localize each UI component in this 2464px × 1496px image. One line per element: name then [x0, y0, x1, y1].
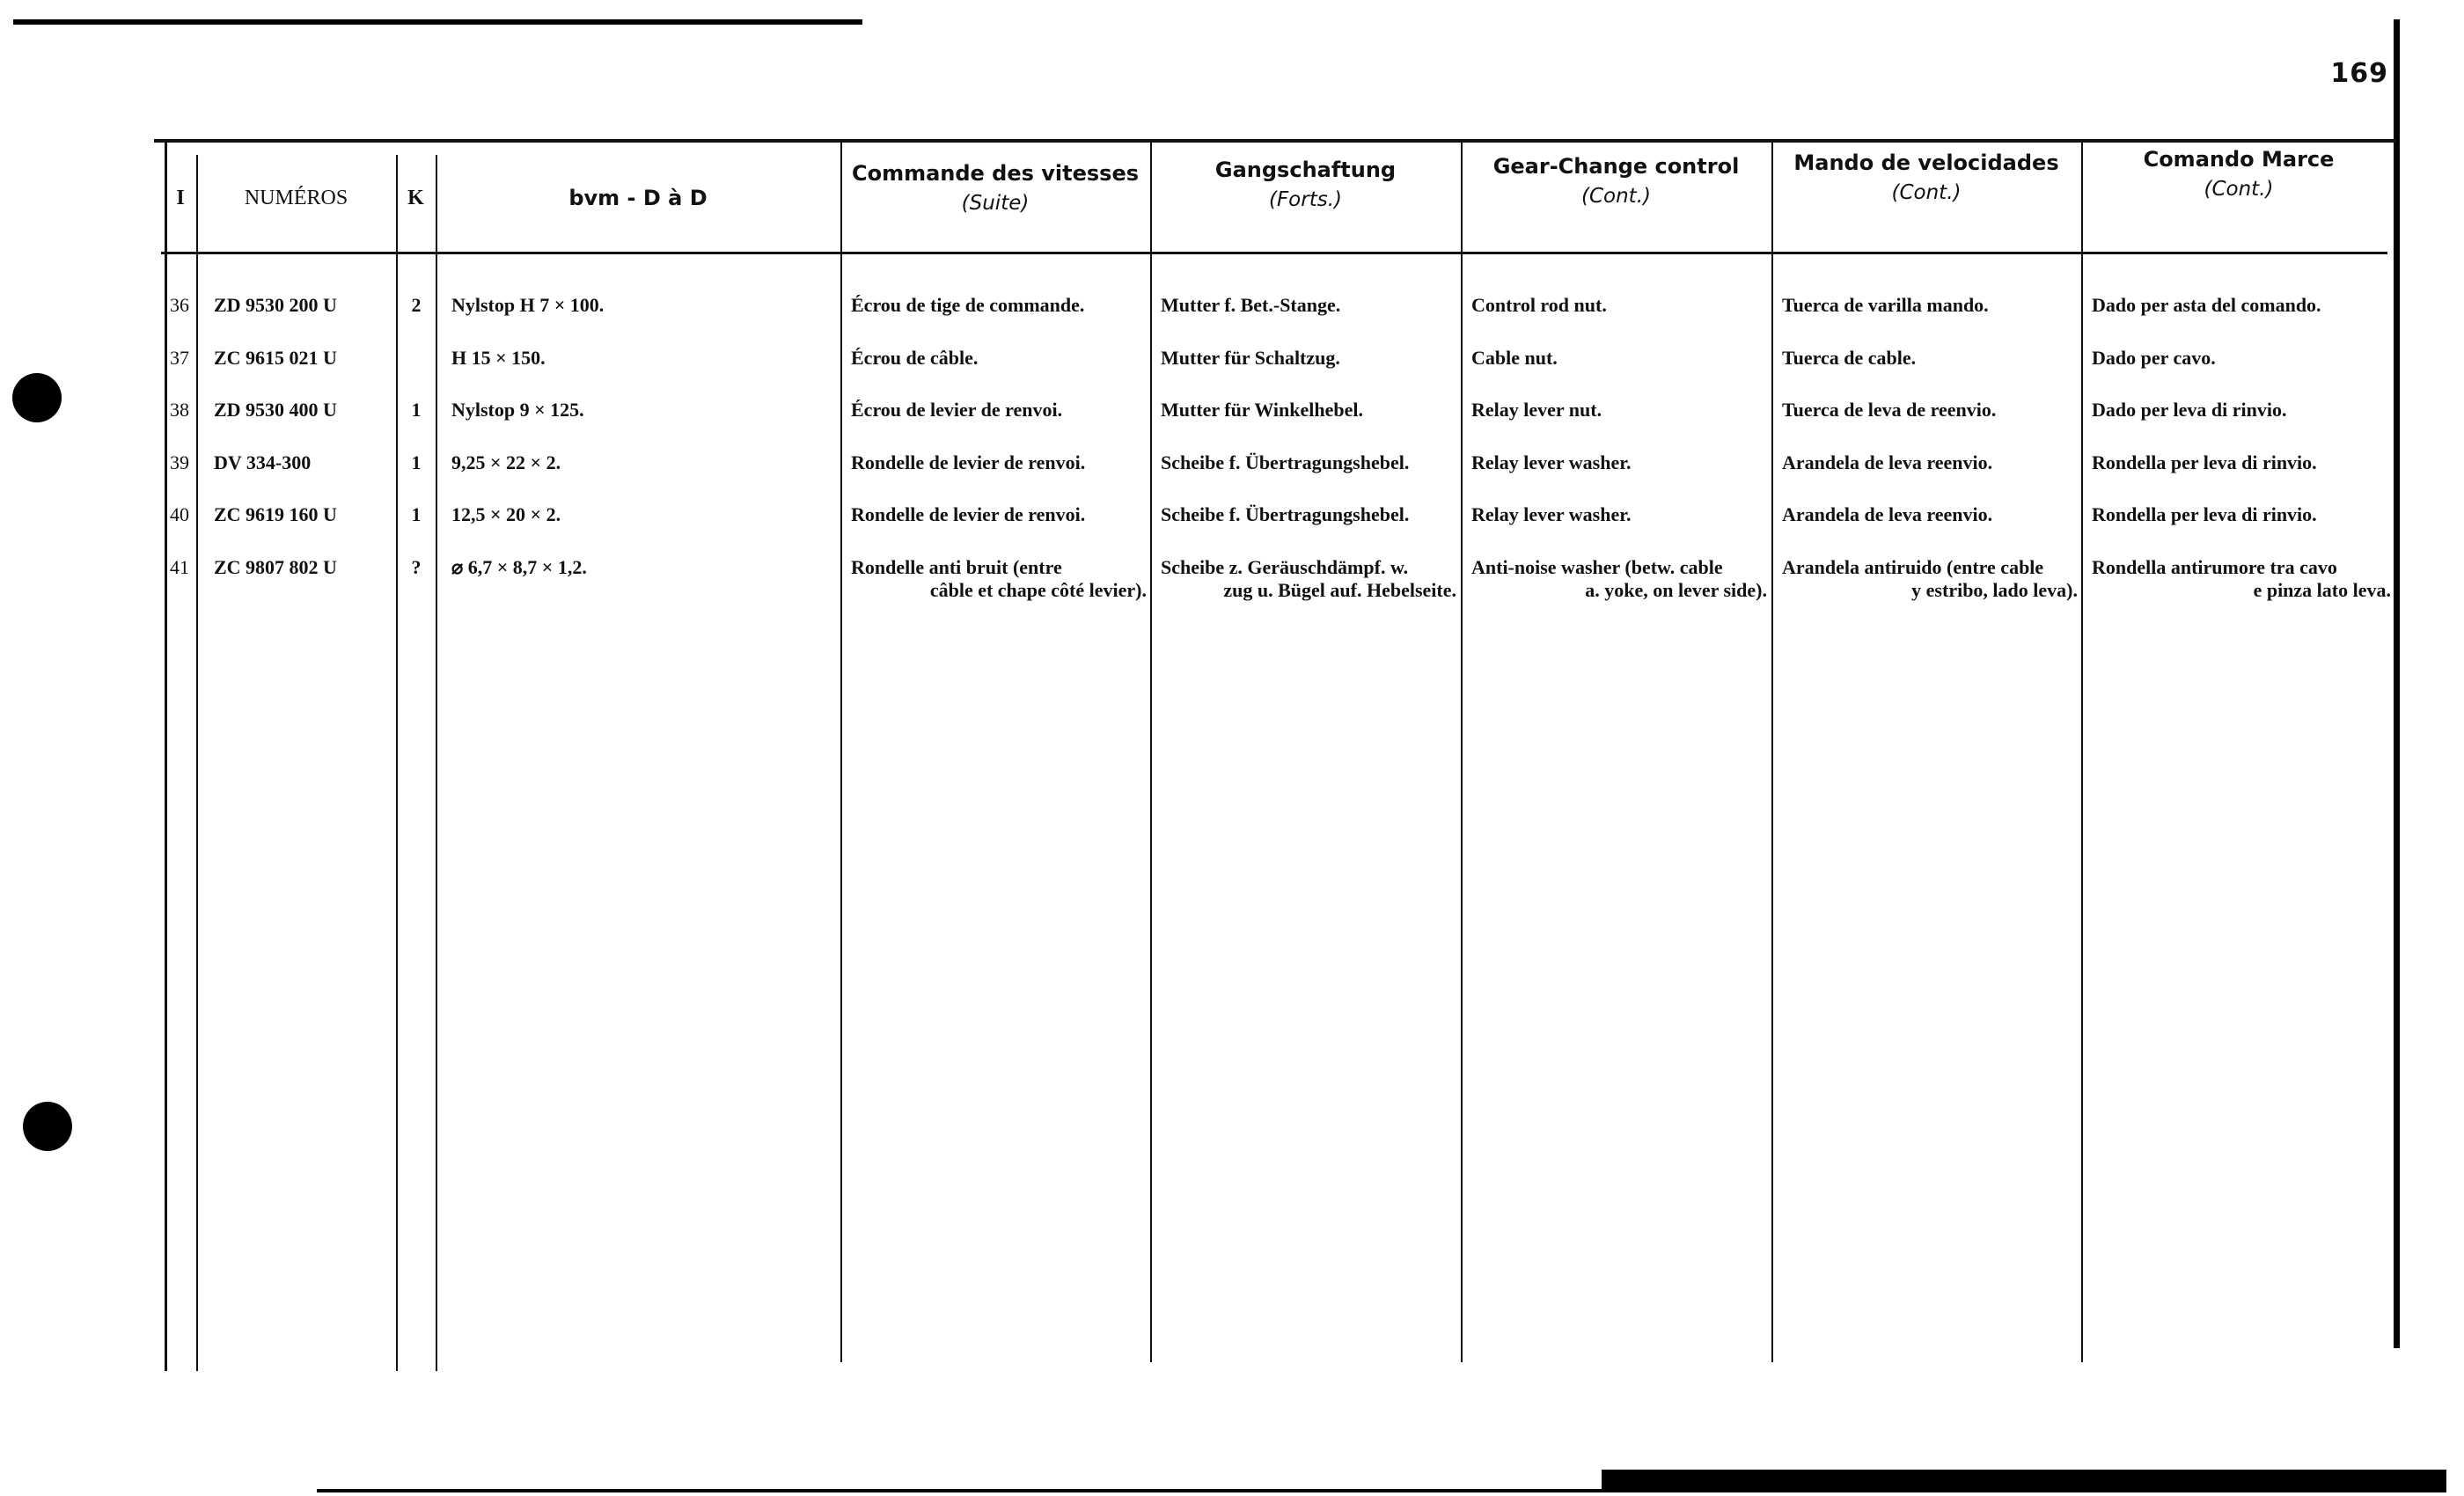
cell-line: Arandela de leva reenvio.: [1782, 503, 1993, 525]
col-rule-8: [2081, 139, 2083, 1362]
cell-line: Tuerca de varilla mando.: [1782, 294, 1989, 316]
cell-spanish: [1782, 556, 2078, 602]
cell-spanish: [1782, 503, 2078, 526]
cell-line: y estribo, lado leva).: [1911, 578, 2078, 601]
cell-german: [1161, 556, 1456, 602]
col-rule-7: [1771, 139, 1773, 1362]
cell-part-number: ZC 9619 160 U: [214, 503, 337, 525]
cell-line: Tuerca de leva de reenvio.: [1782, 399, 1997, 421]
cell-qty: 1: [411, 399, 422, 421]
cell-line: Relay lever washer.: [1471, 451, 1632, 473]
cell-line: Écrou de câble.: [851, 346, 979, 369]
cell-spec: ⌀ 6,7 × 8,7 × 1,2.: [451, 555, 587, 578]
cell-italian: [2092, 399, 2391, 422]
cell-line: Anti-noise washer (betw. cable: [1471, 555, 1723, 578]
cell-line: Scheibe f. Übertragungshebel.: [1161, 503, 1410, 525]
cell-italian: [2092, 347, 2391, 370]
cell-french: [851, 503, 1147, 526]
cell-line: e pinza lato leva.: [2253, 578, 2391, 601]
col-rule-1: [196, 155, 198, 1371]
cell-line: Tuerca de cable.: [1782, 346, 1917, 369]
cell-line: Rondelle de levier de renvoi.: [851, 503, 1086, 525]
col-rule-6: [1461, 139, 1463, 1362]
scan-edge-bottom-thin: [317, 1489, 1602, 1492]
cell-english: [1471, 451, 1767, 474]
cell-part-number: ZD 9530 400 U: [214, 399, 337, 421]
header-english: Gear-Change control (Cont.): [1492, 154, 1740, 208]
col-rule-5: [1150, 139, 1152, 1362]
cell-line: Écrou de tige de commande.: [851, 294, 1085, 316]
cell-qty: ?: [411, 555, 422, 578]
cell-line: Scheibe f. Übertragungshebel.: [1161, 451, 1410, 473]
cell-english: [1471, 556, 1767, 602]
header-french: Commande des vitesses (Suite): [851, 161, 1140, 215]
scan-edge-top: [13, 19, 862, 25]
cell-qty: 1: [411, 503, 422, 525]
cell-spanish: [1782, 294, 2078, 317]
header-german: Gangschaftung (Forts.): [1214, 158, 1397, 211]
cell-german: [1161, 399, 1456, 422]
cell-italian: [2092, 556, 2391, 602]
cell-line: Scheibe z. Geräuschdämpf. w.: [1161, 555, 1409, 578]
cell-part-number: DV 334-300: [214, 451, 312, 473]
cell-line: Écrou de levier de renvoi.: [851, 399, 1063, 421]
header-qty: K: [407, 187, 424, 209]
cell-line: Rondelle de levier de renvoi.: [851, 451, 1086, 473]
cell-line: Dado per leva di rinvio.: [2092, 399, 2287, 421]
cell-french: [851, 347, 1147, 370]
cell-line: Rondella per leva di rinvio.: [2092, 451, 2317, 473]
scan-edge-bottom: [1602, 1470, 2446, 1492]
cell-english: [1471, 294, 1767, 317]
cell-french: [851, 556, 1147, 602]
cell-italian: [2092, 503, 2391, 526]
cell-line: Mutter für Schaltzug.: [1161, 346, 1340, 369]
cell-spec: Nylstop H 7 × 100.: [451, 294, 605, 316]
cell-index: 41: [170, 555, 189, 578]
cell-line: Relay lever washer.: [1471, 503, 1632, 525]
cell-index: 37: [170, 346, 189, 369]
header-bottom-rule: [161, 252, 2387, 254]
header-index: I: [176, 187, 185, 209]
cell-line: Control rod nut.: [1471, 294, 1607, 316]
header-model: bvm - D à D: [568, 186, 708, 210]
cell-spec: 9,25 × 22 × 2.: [451, 451, 561, 473]
cell-german: [1161, 451, 1456, 474]
cell-french: [851, 451, 1147, 474]
cell-line: Rondella per leva di rinvio.: [2092, 503, 2317, 525]
cell-line: Rondelle anti bruit (entre: [851, 555, 1062, 578]
cell-line: zug u. Bügel auf. Hebelseite.: [1223, 578, 1456, 601]
punch-hole-top: [12, 373, 62, 422]
cell-italian: [2092, 294, 2391, 317]
punch-hole-bottom: [23, 1102, 72, 1151]
cell-english: [1471, 347, 1767, 370]
header-italian: Comando Marce (Cont.): [2143, 147, 2335, 201]
cell-line: Rondella antirumore tra cavo: [2092, 555, 2337, 578]
cell-german: [1161, 347, 1456, 370]
col-rule-4: [840, 139, 842, 1362]
cell-qty: 1: [411, 451, 422, 473]
parts-catalog-table: [154, 139, 2396, 1373]
table-top-rule: [154, 139, 2396, 143]
cell-line: Mutter f. Bet.-Stange.: [1161, 294, 1341, 316]
cell-line: Mutter für Winkelhebel.: [1161, 399, 1363, 421]
cell-part-number: ZC 9615 021 U: [214, 346, 337, 369]
cell-spec: 12,5 × 20 × 2.: [451, 503, 561, 525]
cell-line: Arandela antiruido (entre cable: [1782, 555, 2044, 578]
cell-part-number: ZD 9530 200 U: [214, 294, 337, 316]
cell-french: [851, 294, 1147, 317]
cell-qty: 2: [411, 294, 422, 316]
col-rule-2: [396, 155, 398, 1371]
header-spanish: Mando de velocidades (Cont.): [1793, 150, 2059, 204]
cell-index: 36: [170, 294, 189, 316]
cell-part-number: ZC 9807 802 U: [214, 555, 337, 578]
col-rule-3: [436, 155, 437, 1371]
cell-spanish: [1782, 451, 2078, 474]
cell-index: 39: [170, 451, 189, 473]
cell-line: Relay lever nut.: [1471, 399, 1602, 421]
cell-english: [1471, 399, 1767, 422]
cell-line: Dado per asta del comando.: [2092, 294, 2321, 316]
page-number: 169: [2330, 58, 2388, 89]
cell-index: 40: [170, 503, 189, 525]
cell-spanish: [1782, 399, 2078, 422]
cell-line: Dado per cavo.: [2092, 346, 2216, 369]
cell-german: [1161, 294, 1456, 317]
cell-english: [1471, 503, 1767, 526]
cell-german: [1161, 503, 1456, 526]
cell-spanish: [1782, 347, 2078, 370]
cell-spec: H 15 × 150.: [451, 346, 546, 369]
cell-line: a. yoke, on lever side).: [1585, 578, 1767, 601]
cell-spec: Nylstop 9 × 125.: [451, 399, 584, 421]
col-rule-left: [165, 139, 167, 1371]
header-numbers: NUMÉROS: [244, 187, 348, 209]
cell-line: câble et chape côté levier).: [929, 578, 1147, 601]
cell-italian: [2092, 451, 2391, 474]
cell-index: 38: [170, 399, 189, 421]
cell-line: Cable nut.: [1471, 346, 1558, 369]
cell-french: [851, 399, 1147, 422]
cell-line: Arandela de leva reenvio.: [1782, 451, 1993, 473]
